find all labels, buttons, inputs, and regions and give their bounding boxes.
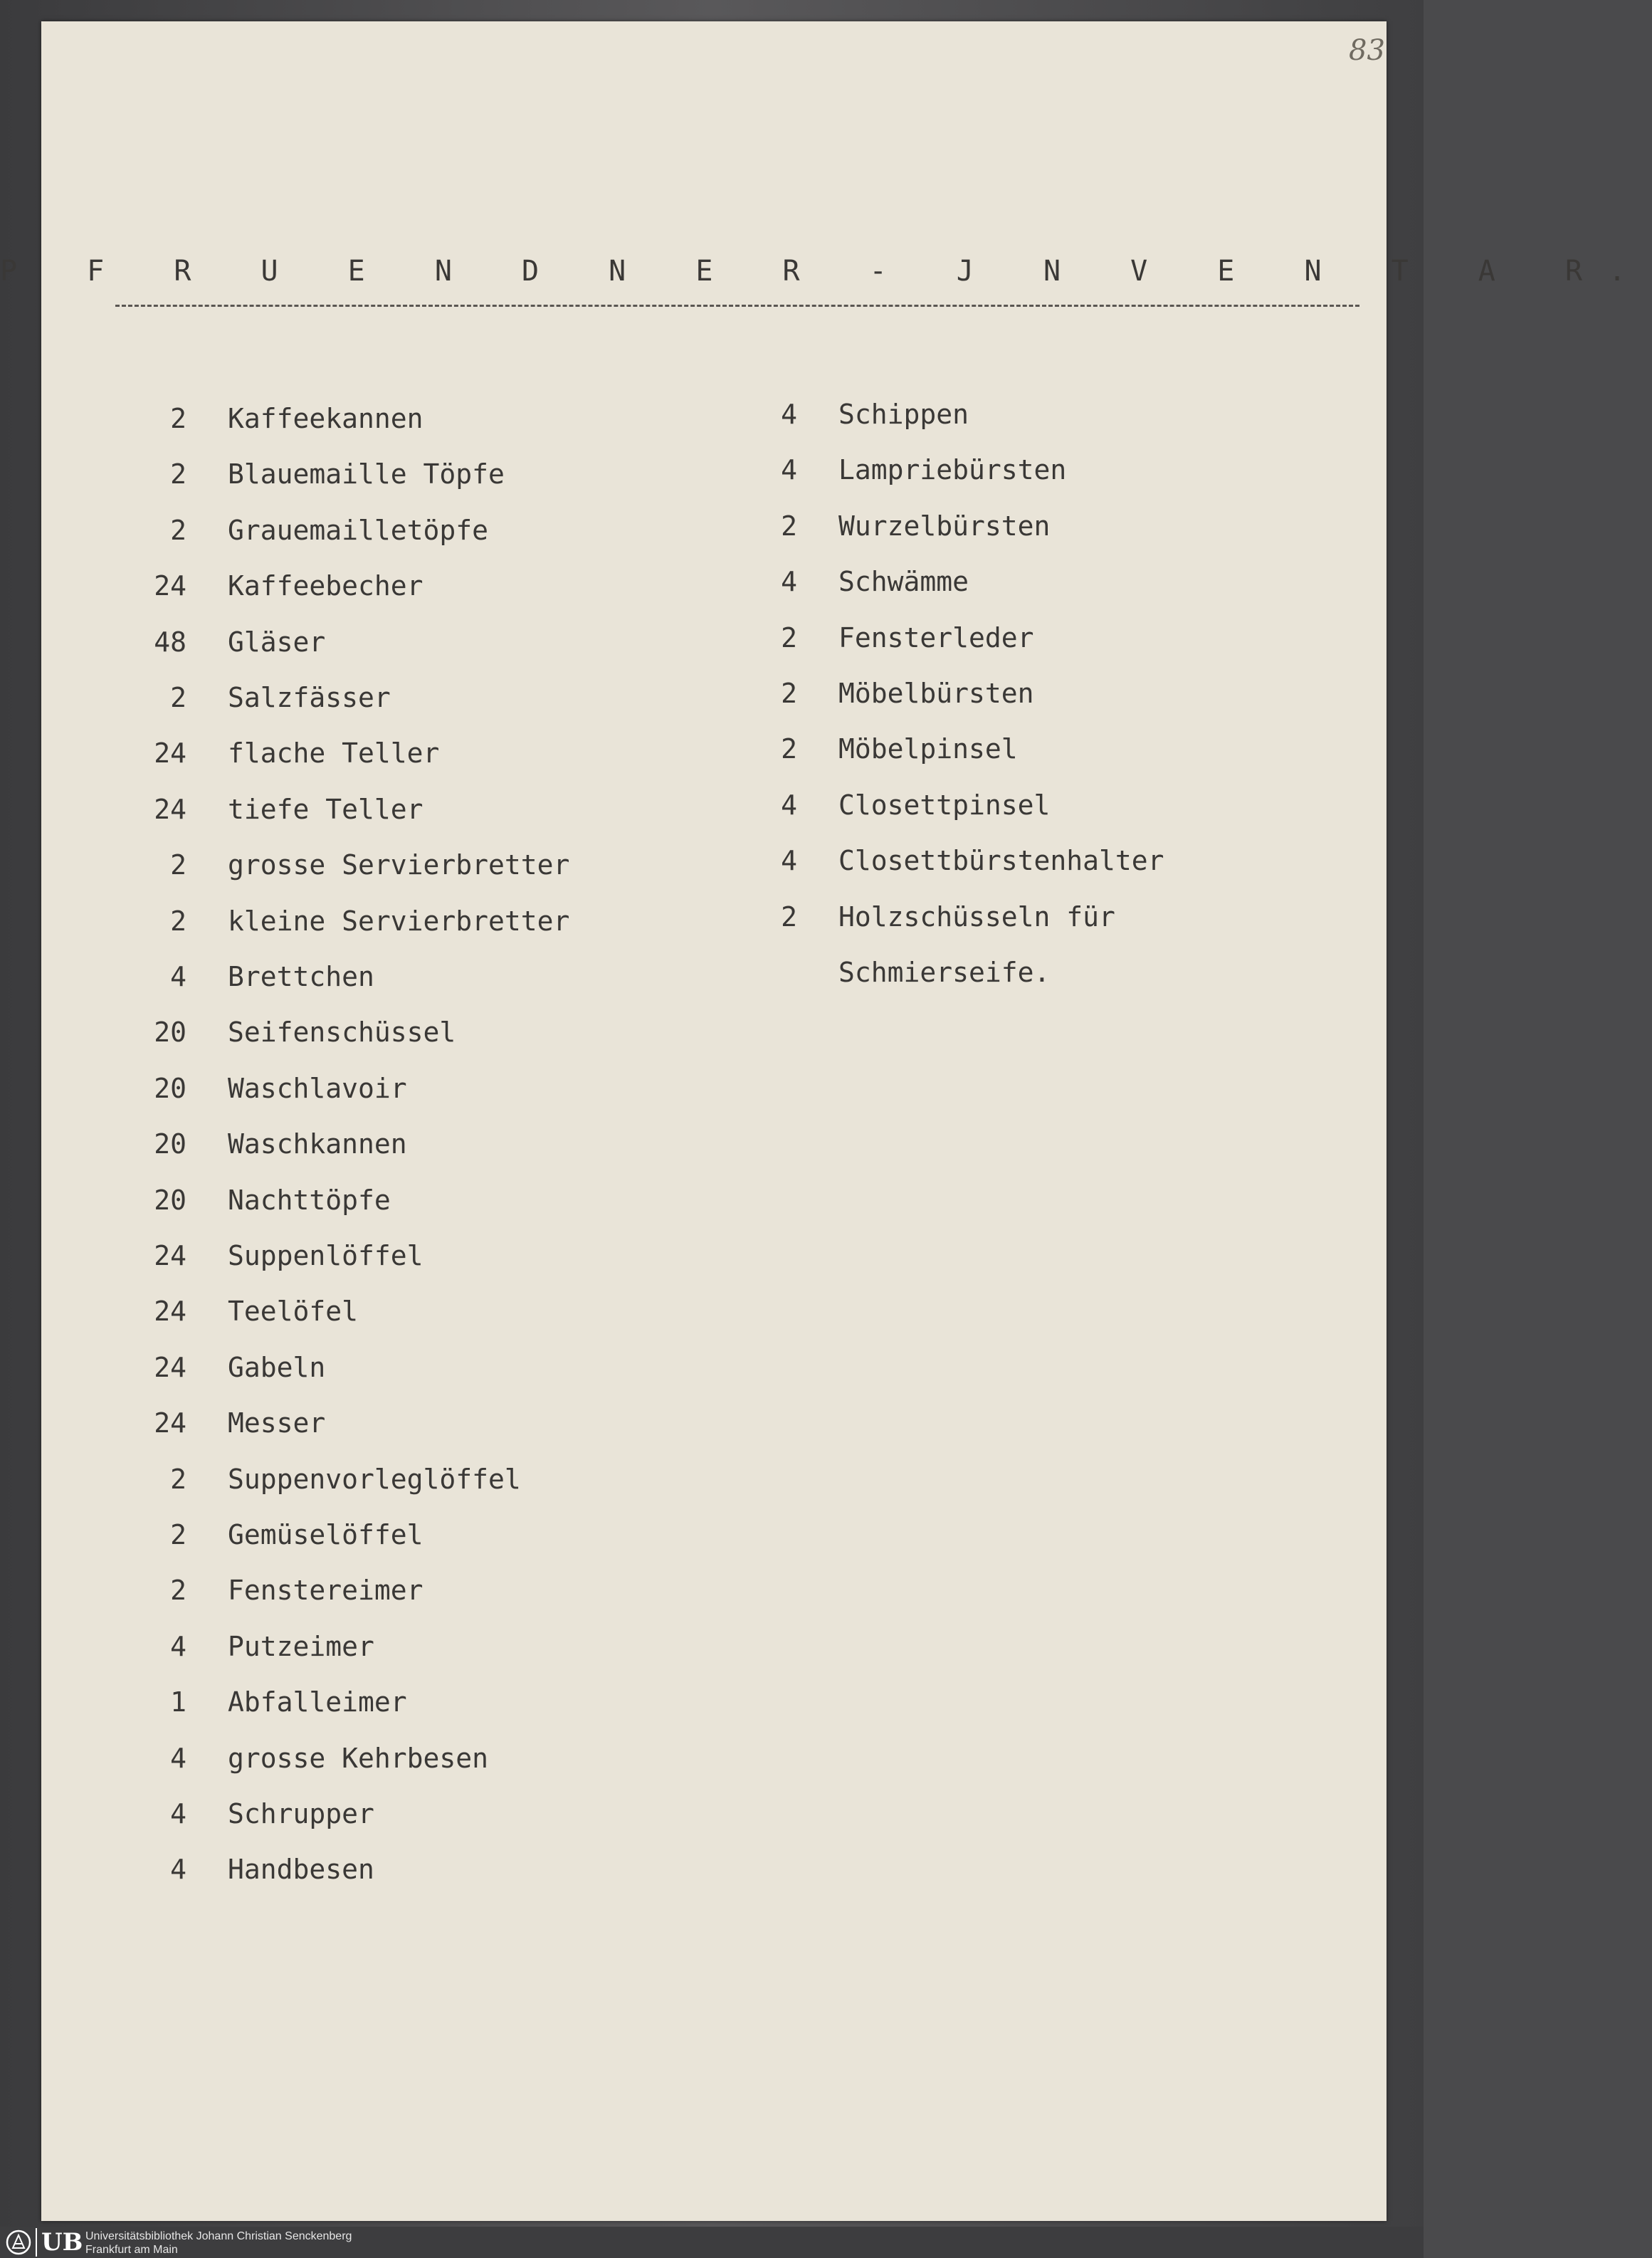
document-title: P F R U E N D N E R - J N V E N T A R. bbox=[0, 255, 1652, 288]
item-quantity: 20 bbox=[154, 1072, 186, 1104]
item-label: Kaffeebecher bbox=[228, 570, 423, 602]
item-label: Gabeln bbox=[228, 1351, 326, 1383]
item-quantity: 48 bbox=[154, 626, 186, 658]
item-label: Grauemailletöpfe bbox=[228, 514, 489, 546]
item-quantity: 2 bbox=[170, 458, 186, 490]
item-quantity: 4 bbox=[781, 789, 797, 821]
item-label: Schippen bbox=[838, 399, 969, 430]
item-quantity: 2 bbox=[170, 1519, 186, 1550]
item-label: Abfalleimer bbox=[228, 1686, 407, 1718]
item-quantity: 20 bbox=[154, 1017, 186, 1049]
library-name bbox=[85, 2230, 352, 2257]
item-quantity: 20 bbox=[154, 1128, 186, 1160]
item-quantity: 4 bbox=[170, 1854, 186, 1886]
item-label: Gläser bbox=[228, 626, 326, 658]
library-logo bbox=[4, 2228, 83, 2257]
item-quantity: 4 bbox=[170, 1630, 186, 1662]
item-quantity: 4 bbox=[781, 454, 797, 486]
item-label: Möbelpinsel bbox=[838, 733, 1018, 765]
item-quantity: 4 bbox=[170, 1798, 186, 1829]
item-quantity: 1 bbox=[170, 1686, 186, 1718]
item-label: grosse Servierbretter bbox=[228, 849, 570, 881]
item-label: Suppenvorleglöffel bbox=[228, 1463, 521, 1495]
item-label: Waschkannen bbox=[228, 1128, 407, 1160]
item-quantity: 4 bbox=[781, 845, 797, 877]
item-label: Teelöfel bbox=[228, 1296, 359, 1328]
item-label: Kaffeekannen bbox=[228, 403, 423, 434]
item-quantity: 2 bbox=[170, 1463, 186, 1495]
item-label: Fenstereimer bbox=[228, 1575, 423, 1607]
item-quantity: 2 bbox=[170, 403, 186, 434]
item-label: Brettchen bbox=[228, 961, 374, 992]
item-label: tiefe Teller bbox=[228, 793, 423, 825]
item-quantity: 24 bbox=[154, 570, 186, 602]
item-label: Holzschüsseln für bbox=[838, 900, 1115, 933]
item-label: Closettbürstenhalter bbox=[838, 845, 1164, 877]
item-label: Closettpinsel bbox=[838, 789, 1051, 821]
item-quantity: 2 bbox=[781, 733, 797, 765]
item-label: Wurzelbürsten bbox=[838, 510, 1051, 542]
item-quantity: 24 bbox=[154, 737, 186, 770]
item-quantity: 2 bbox=[170, 905, 186, 937]
item-quantity: 24 bbox=[154, 793, 186, 825]
item-quantity: 24 bbox=[154, 1351, 186, 1383]
item-quantity: 2 bbox=[781, 678, 797, 709]
inventory-item-continuation: Schmierseife. bbox=[838, 957, 1051, 988]
item-quantity: 2 bbox=[170, 682, 186, 713]
item-quantity: 2 bbox=[170, 514, 186, 546]
item-label: Suppenlöffel bbox=[228, 1240, 423, 1271]
item-quantity: 4 bbox=[781, 399, 797, 430]
item-quantity: 2 bbox=[170, 849, 186, 881]
item-label: Schrupper bbox=[228, 1798, 374, 1829]
item-label: Putzeimer bbox=[228, 1630, 374, 1662]
library-name-line1: Universitätsbibliothek Johann Christian Senckenberg bbox=[85, 2230, 352, 2242]
item-label: Lampriebürsten bbox=[838, 454, 1067, 486]
item-label: Fensterleder bbox=[838, 621, 1034, 653]
item-label: Waschlavoir bbox=[228, 1072, 407, 1104]
item-label: Salzfässer bbox=[228, 682, 391, 713]
item-label: Seifenschüssel bbox=[228, 1017, 456, 1049]
item-label: Messer bbox=[228, 1407, 326, 1439]
item-label: flache Teller bbox=[228, 737, 440, 770]
item-label: kleine Servierbretter bbox=[228, 905, 570, 937]
item-quantity: 4 bbox=[170, 961, 186, 992]
item-quantity: 2 bbox=[781, 900, 797, 933]
item-quantity: 24 bbox=[154, 1296, 186, 1328]
library-name-line2: Frankfurt am Main bbox=[85, 2244, 178, 2256]
item-quantity: 20 bbox=[154, 1184, 186, 1216]
item-label: Handbesen bbox=[228, 1854, 374, 1886]
item-label: Schwämme bbox=[838, 566, 969, 598]
item-quantity: 4 bbox=[170, 1742, 186, 1774]
item-quantity: 4 bbox=[781, 566, 797, 598]
item-label: Blauemaille Töpfe bbox=[228, 458, 505, 490]
item-label: grosse Kehrbesen bbox=[228, 1742, 489, 1774]
library-emblem-icon bbox=[4, 2228, 33, 2257]
item-label: Möbelbürsten bbox=[838, 678, 1034, 709]
item-quantity: 2 bbox=[781, 621, 797, 653]
item-label: Nachttöpfe bbox=[228, 1184, 391, 1216]
item-quantity: 24 bbox=[154, 1407, 186, 1439]
item-label: Gemüselöffel bbox=[228, 1519, 423, 1550]
library-logo-text: UB bbox=[36, 2228, 83, 2257]
item-quantity: 24 bbox=[154, 1240, 186, 1271]
item-quantity: 2 bbox=[781, 510, 797, 542]
page-number: 83 bbox=[1349, 34, 1385, 67]
item-quantity: 2 bbox=[170, 1575, 186, 1607]
